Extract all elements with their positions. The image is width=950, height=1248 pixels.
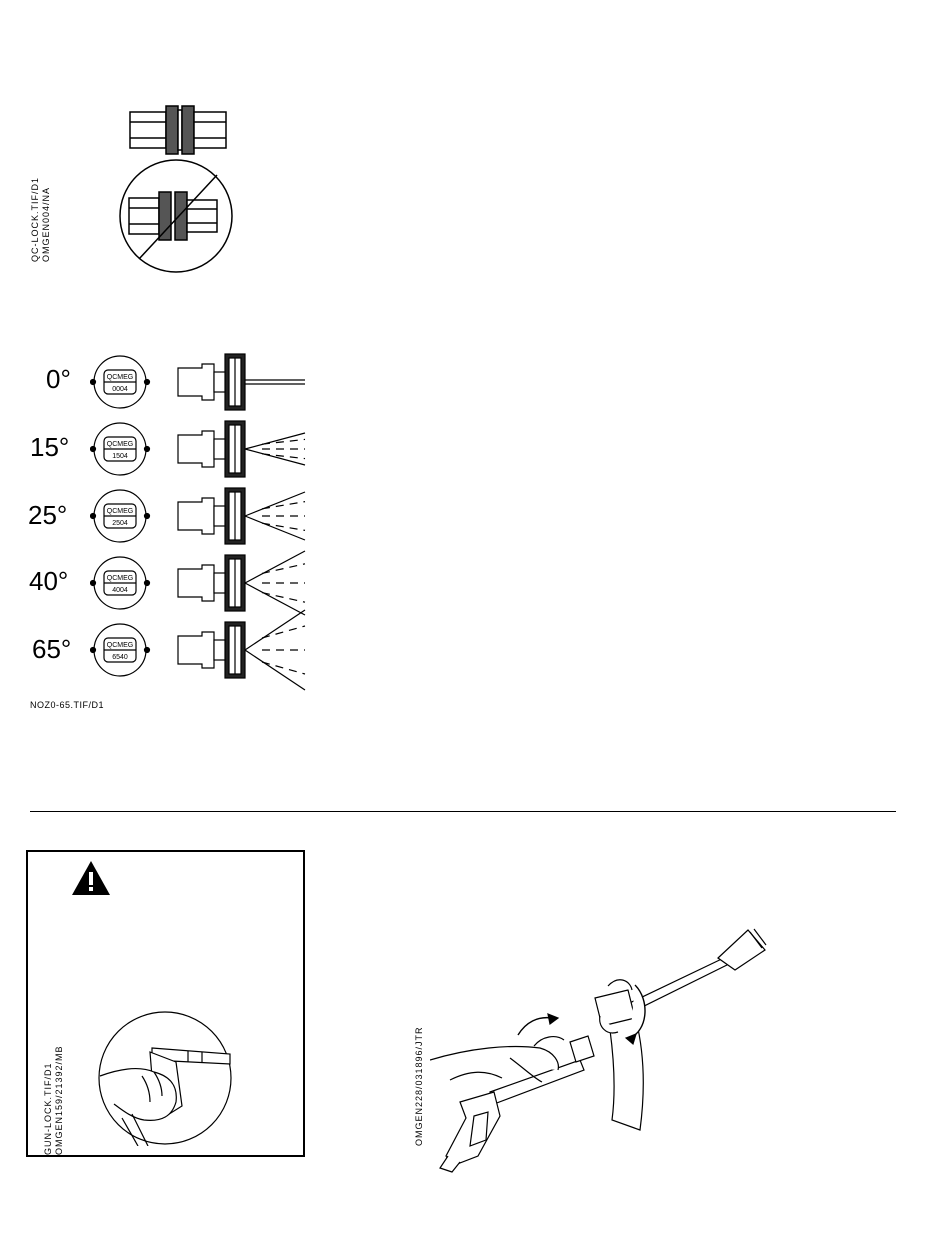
nozzle-code: 2504: [112, 520, 128, 527]
nozzle-face-notch: [91, 447, 96, 452]
nozzle-face-notch: [145, 447, 150, 452]
spray-dash: [262, 662, 305, 674]
warning-box: [26, 850, 305, 1157]
nozzle-neck: [214, 439, 225, 459]
nozzle-code: 0004: [112, 386, 128, 393]
nozzle-code: 6540: [112, 654, 128, 661]
wand-caption: OMGEN228/031896/JTR: [414, 1026, 424, 1146]
gun-lock-illustration: [92, 1006, 242, 1146]
spray-edge: [245, 516, 305, 540]
nozzle-face-notch: [91, 648, 96, 653]
qc-lock-caption: QC-LOCK.TIF/D1 OMGEN004/NA: [30, 176, 51, 262]
nozzle-body: [178, 498, 214, 534]
nozzle-body: [178, 364, 214, 400]
qc-coupler-incorrect-illustration: [117, 157, 235, 275]
gun-lock-caption: GUN-LOCK.TIF/D1 OMGEN159/21392/MB: [43, 1045, 64, 1155]
spray-dash: [262, 523, 305, 530]
nozzle-row: [91, 354, 306, 410]
nozzle-body: [178, 632, 214, 668]
nozzle-face-notch: [145, 380, 150, 385]
nozzle-face-notch: [145, 648, 150, 653]
nozzle-row: [91, 610, 306, 690]
nozzle-face-notch: [145, 514, 150, 519]
nozzle-angle-25: 25°: [28, 500, 68, 530]
nozzle-row: [91, 551, 306, 615]
nozzle-chart: [90, 345, 310, 695]
nozzle-brand: QCMEG: [106, 441, 134, 448]
nozzle-brand: QCMEG: [106, 642, 134, 649]
nozzle-angle-0: 0°: [46, 364, 71, 394]
spray-dash: [262, 593, 305, 603]
nozzle-face-notch: [91, 380, 96, 385]
spray-edge: [245, 492, 305, 516]
spray-edge: [245, 583, 305, 615]
warning-triangle-icon: [71, 860, 111, 896]
nozzle-brand: QCMEG: [106, 374, 134, 381]
wand-connection-illustration: [430, 920, 780, 1180]
nozzle-neck: [214, 372, 225, 392]
spray-dash: [262, 454, 305, 459]
qc-coupler-correct-illustration: [120, 100, 240, 160]
spray-edge: [245, 551, 305, 583]
nozzle-body: [178, 431, 214, 467]
section-divider: [30, 811, 896, 812]
nozzle-neck: [214, 506, 225, 526]
nozzle-angle-65: 65°: [32, 634, 72, 664]
nozzle-brand: QCMEG: [106, 575, 134, 582]
spray-dash: [262, 564, 305, 574]
nozzle-code: 4004: [112, 587, 128, 594]
nozzle-row: [91, 488, 306, 544]
nozzle-neck: [214, 573, 225, 593]
nozzle-angle-40: 40°: [29, 566, 69, 596]
spray-dash: [262, 439, 305, 444]
nozzle-face-notch: [145, 581, 150, 586]
nozzle-row: [91, 421, 306, 477]
spray-edge: [245, 610, 305, 650]
nozzle-brand: QCMEG: [106, 508, 134, 515]
nozzle-code: 1504: [112, 453, 128, 460]
nozzle-face-notch: [91, 514, 96, 519]
nozzle-face-notch: [91, 581, 96, 586]
spray-edge: [245, 650, 305, 690]
nozzle-neck: [214, 640, 225, 660]
nozzle-angle-15: 15°: [30, 432, 70, 462]
spray-dash: [262, 626, 305, 638]
nozzle-body: [178, 565, 214, 601]
spray-dash: [262, 502, 305, 509]
nozzle-caption: NOZ0-65.TIF/D1: [30, 700, 105, 710]
